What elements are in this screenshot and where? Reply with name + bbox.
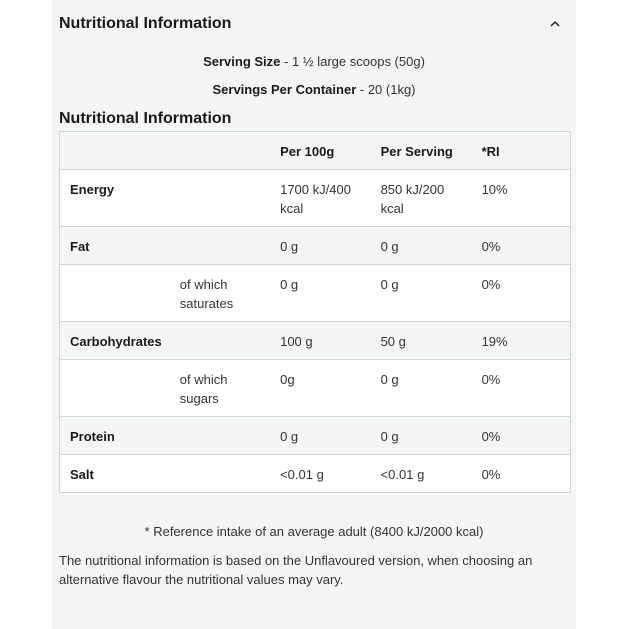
row-per-100g: 0 g [270,265,370,322]
row-sub: of which sugars [170,360,270,417]
table-row-salt [60,455,571,493]
row-sub [170,455,270,493]
table-row-protein [60,417,571,455]
servings-per-container-label: Servings Per Container [212,82,357,97]
chevron-up-icon[interactable] [545,14,565,34]
row-per-100g: 0 g [270,227,370,265]
row-ri: 0% [472,227,571,265]
nutrition-table [59,131,571,493]
row-sub [170,417,270,455]
row-per-100g: 0 g [270,417,370,455]
row-sub: of which saturates [170,265,270,322]
row-ri: 0% [472,360,571,417]
accordion-title: Nutritional Information [59,15,232,32]
row-name [60,265,170,322]
row-per-serving: 0 g [371,265,472,322]
row-per-serving: 850 kJ/200 kcal [371,170,472,227]
servings-per-container-value: - 20 (1kg) [356,82,416,97]
column-header-per-100g: Per 100g [270,132,370,170]
table-row-sugars [60,360,571,417]
serving-size-label: Serving Size [203,54,281,69]
serving-size-value: - 1 ½ large scoops (50g) [280,54,425,69]
row-name: Salt [60,455,170,493]
column-header-per-serving: Per Serving [371,132,472,170]
row-per-100g: 1700 kJ/400 kcal [270,170,370,227]
row-ri: 0% [472,265,571,322]
row-sub [170,322,270,360]
table-row-energy [60,170,571,227]
row-per-serving: 0 g [371,227,472,265]
row-per-100g: <0.01 g [270,455,370,493]
table-row-carbohydrates [60,322,571,360]
row-name: Protein [60,417,170,455]
column-header-ri: *RI [472,132,571,170]
serving-size [52,54,576,69]
servings-per-container [52,82,576,97]
row-per-serving: 50 g [371,322,472,360]
row-ri: 0% [472,455,571,493]
row-ri: 19% [472,322,571,360]
column-header-sub [170,132,270,170]
row-per-serving: <0.01 g [371,455,472,493]
table-title: Nutritional Information [59,110,232,127]
reference-intake-note: * Reference intake of an average adult (8400 kJ/2000 kcal) [144,524,484,539]
row-per-serving: 0 g [371,417,472,455]
row-ri: 0% [472,417,571,455]
row-ri: 10% [472,170,571,227]
table-header-row [60,132,571,170]
row-per-serving: 0 g [371,360,472,417]
row-sub [170,170,270,227]
nutrition-panel [52,0,576,629]
row-name: Carbohydrates [60,322,170,360]
accordion-header[interactable] [59,12,569,36]
table-row-saturates [60,265,571,322]
row-name: Fat [60,227,170,265]
flavour-disclaimer: The nutritional information is based on the Unflavoured version, when choosing an alternative flavour the nutritional values may vary. [59,553,533,587]
column-header-name [60,132,170,170]
row-per-100g: 0g [270,360,370,417]
row-sub [170,227,270,265]
row-name: Energy [60,170,170,227]
table-row-fat [60,227,571,265]
row-per-100g: 100 g [270,322,370,360]
row-name [60,360,170,417]
